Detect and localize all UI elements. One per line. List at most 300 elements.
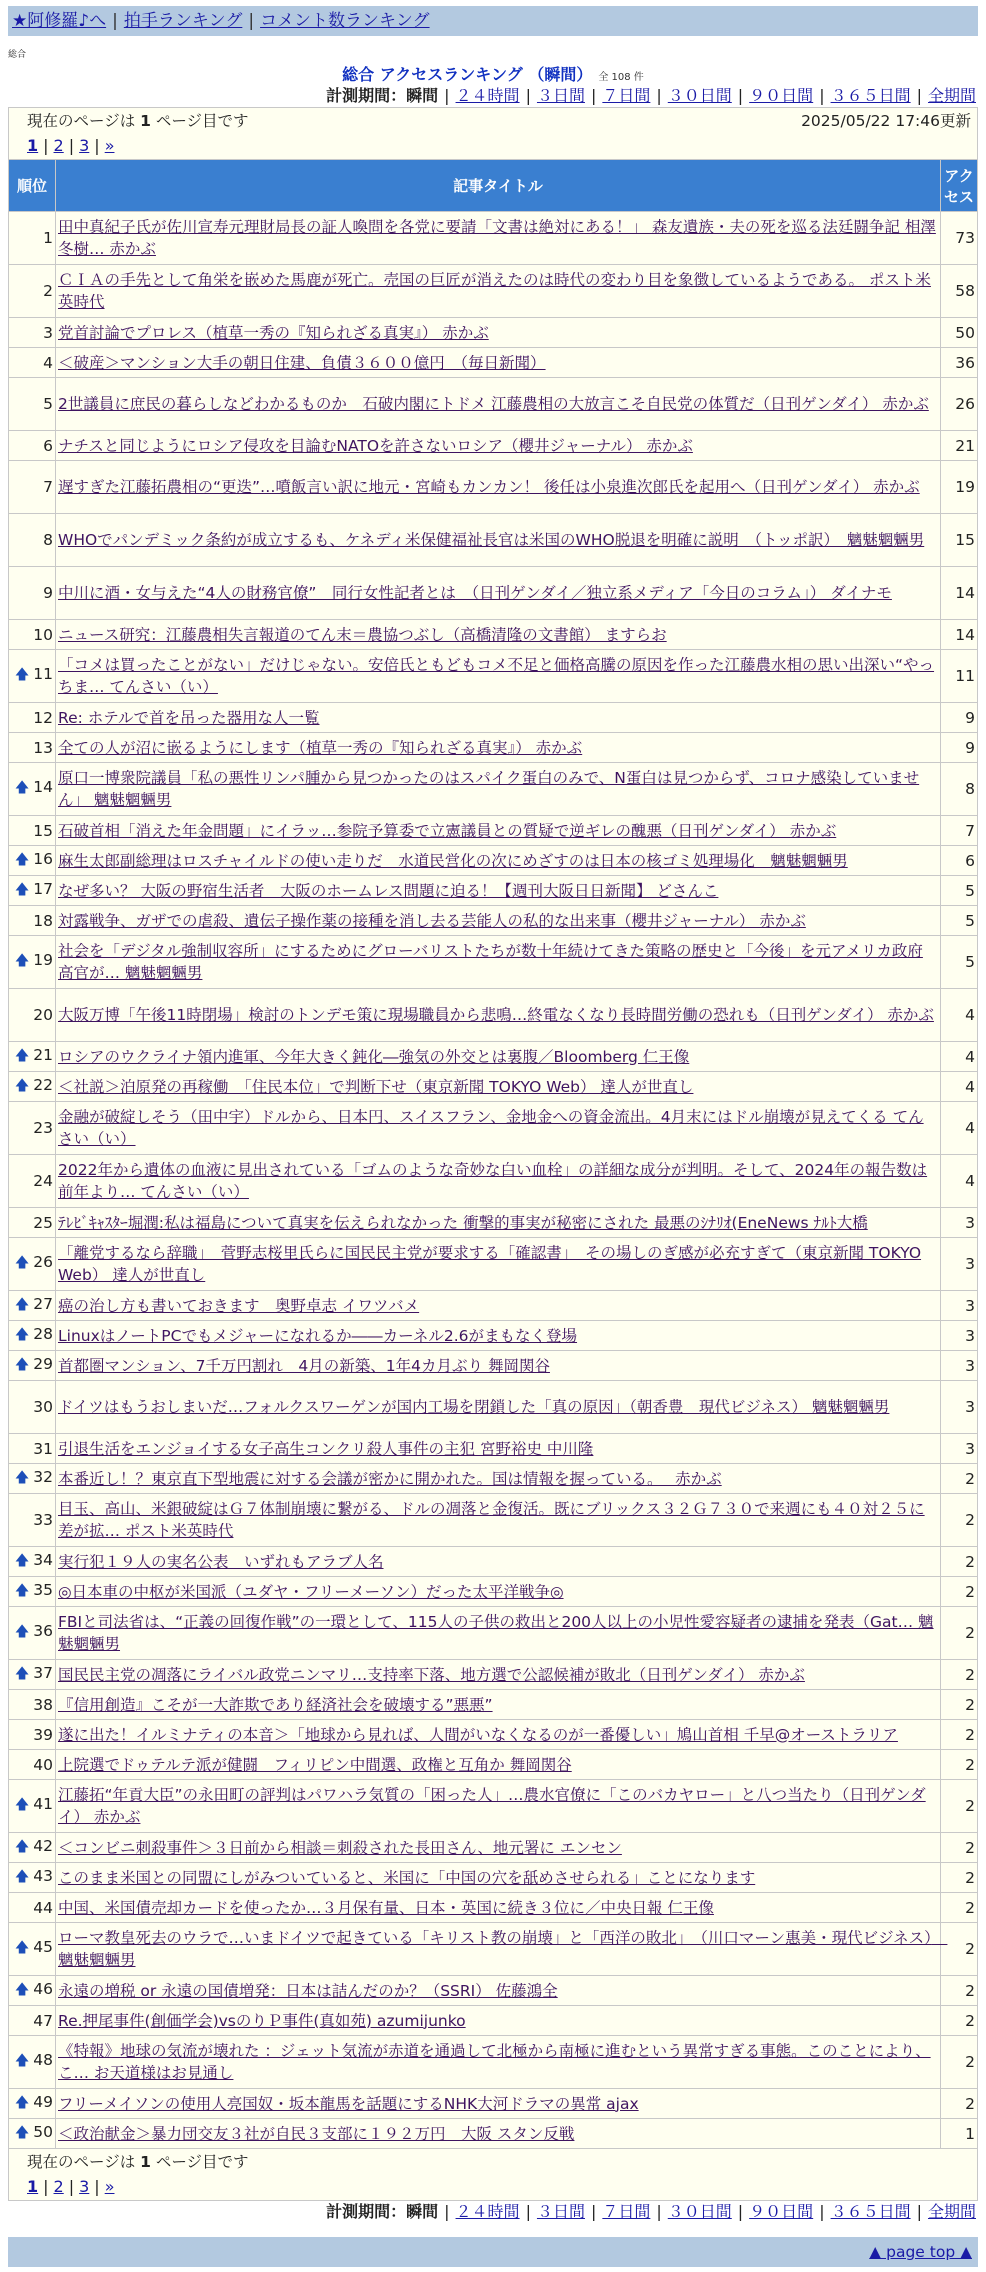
article-link[interactable]: 首都圏マンション、7千万円割れ 4月の新築、1年4カ月ぶり 舞岡関谷 [58,1356,550,1375]
access-count: 50 [941,318,978,348]
article-link[interactable]: 実行犯１９人の実名公表 いずれもアラブ人名 [58,1552,384,1571]
article-link[interactable]: ＣＩＡの手先として角栄を嵌めた馬鹿が死亡。売国の巨匠が消えたのは時代の変わり目を象徴しているようである。 ポスト米英時代 [58,271,931,311]
rank-number: 21 [33,1045,53,1064]
clap-ranking-link[interactable]: 拍手ランキング [123,11,243,31]
access-count: 3 [941,1291,978,1321]
period-separator: | [819,86,825,105]
table-row [9,1923,978,1976]
title-cell [56,1893,941,1923]
article-link[interactable]: 2022年から遺体の血液に見出されている「ゴムのような奇妙な白い血栓」の詳細な成分が判明。そして、2024年の報告数は前年より… てんさい（い） [58,1161,928,1201]
access-count: 2 [941,2036,978,2089]
table-row [9,265,978,318]
article-link[interactable]: ＜政治献金＞暴力団交友３社が自民３支部に１９２万円 大阪 スタン反戦 [58,2124,575,2143]
page-separator: | [94,2177,100,2196]
access-count: 2 [941,1464,978,1494]
period-current: 瞬間 [406,2202,439,2221]
rank-number: 4 [43,353,53,372]
rank-header: 順位 [9,160,56,212]
access-count: 11 [941,650,978,703]
article-link[interactable]: Re: ホテルで首を吊った器用な人一覧 [58,708,320,727]
rank-cell [9,2006,56,2036]
period-option[interactable]: ３日間 [536,86,585,105]
rank-number: 34 [33,1550,53,1569]
title-cell [56,620,941,650]
period-separator: | [916,2202,922,2221]
access-count: 9 [941,733,978,763]
rank-cell [9,763,56,816]
access-count: 3 [941,1321,978,1351]
table-row [9,989,978,1042]
rank-number: 27 [33,1294,53,1313]
table-row [9,1833,978,1863]
period-selector-top [8,85,978,107]
rank-number: 9 [43,584,53,602]
rank-up-icon: 🡅 [14,1868,30,1885]
rank-cell [9,431,56,461]
article-link[interactable]: ＜社説＞泊原発の再稼働 「住民本位」で判断下せ（東京新聞 TOKYO Web） 達人が世直し [58,1077,694,1096]
rank-number: 7 [43,478,53,496]
rank-cell [9,906,56,936]
rank-cell [9,1381,56,1434]
rank-number: 8 [43,531,53,549]
rank-number: 15 [33,821,53,840]
access-count: 4 [941,989,978,1042]
title-cell [56,989,941,1042]
period-option[interactable]: ７日間 [602,2202,651,2221]
access-count: 5 [941,876,978,906]
access-count: 2 [941,2006,978,2036]
rank-number: 36 [33,1622,53,1640]
page-link[interactable]: 2 [53,136,64,155]
pagination-top [27,134,971,158]
rank-number: 13 [33,738,53,757]
title-cell [56,876,941,906]
rank-up-icon: 🡅 [14,1326,30,1343]
page-link: 1 [27,136,39,155]
rank-cell [9,265,56,318]
table-row [9,1577,978,1607]
period-option[interactable]: ２４時間 [455,2202,520,2221]
page-link[interactable]: 2 [53,2177,64,2196]
rank-cell [9,1833,56,1863]
article-link[interactable]: ドイツはもうおしまいだ…フォルクスワーゲンが国内工場を閉鎖した「真の原因」（朝香豊 現代ビジネス） 魑魅魍魎男 [58,1398,890,1416]
article-link[interactable]: Re.押尾事件(創価学会)vsのりＰ事件(真如苑) azumijunko [58,2011,466,2030]
period-separator: | [444,86,450,105]
access-count: 7 [941,816,978,846]
table-row [9,846,978,876]
title-header: 記事タイトル [56,160,941,212]
rank-number: 47 [33,2011,53,2030]
table-row [9,2036,978,2089]
period-separator: | [525,2202,531,2221]
article-link[interactable]: 「離党するなら辞職」 菅野志桜里氏らに国民民主党が要求する「確認書」 その場しのぎ感が必充すぎて（東京新聞 TOKYO Web） 達人が世直し [58,1244,922,1284]
rank-cell [9,1351,56,1381]
rank-up-icon: 🡅 [14,881,30,898]
article-link[interactable]: ＜破産＞マンション大手の朝日住建、負債３６００億円 （毎日新聞） [58,353,546,372]
page-info-top [8,107,978,159]
access-header: アクセス [941,160,978,212]
article-link[interactable]: ◎日本車の中枢が米国派（ユダヤ・フリーメーソン）だった太平洋戦争◎ [58,1582,564,1601]
period-option[interactable]: ３０日間 [667,2202,732,2221]
title-cell [56,1351,941,1381]
rank-up-icon: 🡅 [14,1296,30,1313]
ranking-table [8,159,978,2149]
page-info-bottom [8,2149,978,2201]
title-cell [56,1863,941,1893]
table-row [9,378,978,431]
page-link[interactable]: 3 [79,2177,90,2196]
title-cell [56,318,941,348]
period-label: 計測期間： [326,86,407,105]
title-cell [56,1660,941,1690]
rank-number: 10 [33,625,53,644]
table-row [9,1780,978,1833]
rank-up-icon: 🡅 [14,1940,30,1956]
period-option[interactable]: 全期間 [927,2202,976,2221]
access-count: 2 [941,1720,978,1750]
access-count: 2 [941,1547,978,1577]
table-row [9,1976,978,2006]
rank-cell [9,2089,56,2119]
rank-up-icon: 🡅 [14,1552,30,1569]
table-row [9,1893,978,1923]
article-link[interactable]: 目玉、高山、米銀破綻はＧ７体制崩壊に繋がる、ドルの凋落と金復活。既にブリックス３２Ｇ７３０で来週にも４０対２５に差が拡… ポスト米英時代 [58,1500,925,1540]
title-cell [56,1238,941,1291]
table-row [9,1321,978,1351]
rank-number: 19 [33,951,53,969]
article-link[interactable]: 中国、米国債売却カードを使ったか…３月保有量、日本・英国に続き３位に／中央日報 仁王像 [58,1898,714,1917]
rank-number: 38 [33,1695,53,1714]
table-header-row [9,160,978,212]
nav-separator: | [112,11,118,31]
rank-number: 50 [33,2122,53,2141]
rank-up-icon: 🡅 [14,1077,30,1094]
title-cell [56,1464,941,1494]
comment-ranking-link[interactable]: コメント数ランキング [260,11,430,31]
access-count: 2 [941,1607,978,1660]
access-count: 5 [941,906,978,936]
article-link[interactable]: 社会を「デジタル強制収容所」にするためにグローバリストたちが数十年続けてきた策略の歴史と「今後」を元アメリカ政府高官が… 魑魅魍魎男 [58,942,923,982]
table-row [9,1381,978,1434]
title-cell [56,1690,941,1720]
rank-up-icon: 🡅 [14,1797,30,1813]
page-info-text: 現在のページは 1 ページ目です [27,2153,249,2171]
rank-cell [9,1607,56,1660]
article-link[interactable]: 遂に出た！イルミナティの本音＞「地球から見れば、人間がいなくなるのが一番優しい」鳩山首相 千早@オーストラリア [58,1725,898,1744]
rank-up-icon: 🡅 [14,851,30,868]
rank-number: 16 [33,849,53,868]
rank-number: 31 [33,1439,53,1458]
rank-cell [9,1720,56,1750]
article-link[interactable]: 石破首相「消えた年金問題」にイラッ…参院予算委で立憲議員との質疑で逆ギレの醜悪（日刊ゲンダイ） 赤かぶ [58,821,837,840]
rank-cell [9,620,56,650]
rank-cell [9,1494,56,1547]
article-link[interactable]: FBIと司法省は、“正義の回復作戦”の一環として、115人の子供の救出と200人以上の小児性愛容疑者の逮捕を発表（Gat… 魑魅魍魎男 [58,1613,934,1653]
access-count: 2 [941,1494,978,1547]
table-row [9,1494,978,1547]
page-separator: | [68,136,75,155]
rank-up-icon: 🡅 [14,1469,30,1486]
ranking-rows [9,212,978,2149]
rank-cell [9,1291,56,1321]
rank-cell [9,567,56,620]
period-selector-bottom [8,2201,978,2223]
title-cell [56,1494,941,1547]
access-count: 2 [941,1976,978,2006]
title-cell [56,1155,941,1208]
access-count: 3 [941,1208,978,1238]
period-option[interactable]: ３０日間 [667,86,732,105]
period-separator: | [656,2202,662,2221]
home-link[interactable]: ★阿修羅♪へ [12,11,107,31]
title-cell [56,733,941,763]
access-count: 73 [941,212,978,265]
rank-cell [9,1547,56,1577]
title-cell [56,461,941,514]
rank-up-icon: 🡅 [14,667,30,683]
access-count: 15 [941,514,978,567]
rank-cell [9,212,56,265]
table-row [9,2006,978,2036]
article-link[interactable]: 上院選でドゥテルテ派が健闘 フィリピン中間選、政権と互角か 舞岡関谷 [58,1755,572,1774]
access-count: 2 [941,1833,978,1863]
title-cell [56,846,941,876]
article-link[interactable]: 党首討論でプロレス（植草一秀の『知られざる真実』） 赤かぶ [58,323,489,342]
article-link[interactable]: 田中真紀子氏が佐川宣寿元理財局長の証人喚問を各党に要請「文書は絶対にある！」 森友遺族・夫の死を巡る法廷闘争記 相澤冬樹… 赤かぶ [58,218,936,258]
article-link[interactable]: ニュース研究：江藤農相失言報道のてん末＝農協つぶし（高橋清隆の文書館） ますらお [58,625,667,644]
table-row [9,620,978,650]
article-link[interactable]: このまま米国との同盟にしがみついていると、米国に「中国の穴を舐めさせられる」ことになります [58,1868,756,1887]
article-link[interactable]: ナチスと同じようにロシア侵攻を目論むNATOを許さないロシア（櫻井ジャーナル） 赤かぶ [58,436,693,455]
rank-number: 22 [33,1075,53,1094]
period-option[interactable]: ３６５日間 [830,86,911,105]
rank-cell [9,1238,56,1291]
rank-number: 17 [33,879,53,898]
rank-number: 41 [33,1795,53,1813]
rank-number: 18 [33,911,53,930]
access-count: 36 [941,348,978,378]
period-option[interactable]: ３日間 [536,2202,585,2221]
rank-cell [9,348,56,378]
rank-number: 43 [33,1866,53,1885]
period-separator: | [525,86,531,105]
rank-cell [9,1780,56,1833]
page-separator: | [68,2177,75,2196]
article-link[interactable]: ﾃﾚﾋﾞｷｬｽﾀｰ堀潤:私は福島について真実を伝えられなかった 衝撃的事実が秘密にされた 最悪のｼﾅﾘｵ(EneNews ﾅﾙﾄ大橋 [58,1213,868,1232]
title-cell [56,1607,941,1660]
rank-cell [9,514,56,567]
access-count: 2 [941,1923,978,1976]
table-row [9,1690,978,1720]
title-cell [56,2006,941,2036]
page-info-text: 現在のページは 1 ページ目です [27,112,249,130]
article-link[interactable]: 国民民主党の凋落にライバル政党ニンマリ…支持率下落、地方選で公認候補が敗北（日刊ゲンダイ） 赤かぶ [58,1665,805,1684]
rank-cell [9,1434,56,1464]
access-count: 3 [941,1434,978,1464]
page-link: 1 [27,2177,39,2196]
rank-cell [9,1102,56,1155]
access-count: 9 [941,703,978,733]
rank-number: 30 [33,1398,53,1416]
access-count: 2 [941,2089,978,2119]
rank-cell [9,703,56,733]
rank-number: 24 [33,1172,53,1190]
title-cell [56,1923,948,1976]
rank-cell [9,1321,56,1351]
article-link[interactable]: 金融が破綻しそう（田中宇）ドルから、日本円、スイスフラン、金地金への資金流出。4月末にはドル崩壊が見えてくる てんさい（い） [58,1108,924,1148]
article-link[interactable]: WHOでパンデミック条約が成立するも、ケネディ米保健福祉長官は米国のWHO脱退を明確に説明 （トッポ訳） 魑魅魍魎男 [58,531,925,549]
access-count: 2 [941,1660,978,1690]
table-row [9,1750,978,1780]
table-row [9,906,978,936]
title-cell [56,650,941,703]
rank-up-icon: 🡅 [14,2053,30,2069]
period-option[interactable]: ９０日間 [749,86,814,105]
rank-cell [9,1208,56,1238]
page-link[interactable]: 3 [79,136,90,155]
rank-number: 25 [33,1213,53,1232]
nav-separator: | [248,11,255,31]
article-link[interactable]: 本番近し！？東京直下型地震に対する会議が密かに開かれた。国は情報を握っている。 赤かぶ [58,1469,722,1488]
next-page-link[interactable]: » [104,2177,115,2196]
article-link[interactable]: ローマ教皇死去のウラで…いまドイツで起きている「キリスト教の崩壊」と「西洋の敗北」 （川口マーン惠美・現代ビジネス） 魑魅魍魎男 [58,1929,948,1969]
table-row [9,763,978,816]
table-row [9,1607,978,1660]
rank-number: 40 [33,1755,53,1774]
table-row [9,816,978,846]
title-cell [56,763,941,816]
title-cell [56,1042,941,1072]
page-title [8,65,978,85]
rank-up-icon: 🡅 [14,1047,30,1064]
access-count: 4 [941,1072,978,1102]
article-link[interactable]: 原口一博衆院議員「私の悪性リンパ腫から見つかったのはスパイク蛋白のみで、N蛋白は見つからず、コロナ感染していません」 魑魅魍魎男 [58,769,920,809]
rank-number: 2 [43,282,53,300]
rank-cell [9,2036,56,2089]
period-option[interactable]: ２４時間 [455,86,520,105]
article-link[interactable]: 「コメは買ったことがない」だけじゃない。安倍氏ともどもコメ不足と価格高騰の原因を作った江藤農水相の思い出深い“やっちま… てんさい（い） [58,656,935,696]
article-link[interactable]: 癌の治し方も書いておきます 奥野卓志 イワツバメ [58,1296,420,1315]
period-option[interactable]: ３６５日間 [830,2202,911,2221]
title-cell [56,431,941,461]
title-cell [56,378,941,431]
title-cell [56,1833,941,1863]
rank-cell [9,1464,56,1494]
table-row [9,1434,978,1464]
table-row [9,1863,978,1893]
article-link[interactable]: 江藤拓“年貢大臣”の永田町の評判はパワハラ気質の「困った人」…農水官僚に「このバカヤロー」と八つ当たり（日刊ゲンダイ） 赤かぶ [58,1786,926,1826]
access-count: 2 [941,1577,978,1607]
period-option[interactable]: ７日間 [602,86,651,105]
article-link[interactable]: なぜ多い？ 大阪の野宿生活者 大阪のホームレス問題に迫る！【週刊大阪日日新聞】 どさんこ [58,881,719,900]
rank-number: 29 [33,1354,53,1373]
rank-cell [9,1155,56,1208]
article-link[interactable]: 引退生活をエンジョイする女子高生コンクリ殺人事件の主犯 宮野裕史 中川隆 [58,1439,594,1458]
table-row [9,514,978,567]
article-link[interactable]: 遅すぎた江藤拓農相の“更迭”…噴飯言い訳に地元・宮崎もカンカン！ 後任は小泉進次郎氏を起用へ（日刊ゲンダイ） 赤かぶ [58,478,920,496]
rank-cell [9,650,56,703]
table-row [9,1042,978,1072]
title-cell [56,1547,941,1577]
article-link[interactable]: 中川に酒・女与えた“4人の財務官僚” 同行女性記者とは （日刊ゲンダイ／独立系メディア「今日のコラム」） ダイナモ [58,584,892,602]
bottom-bar [8,2237,978,2267]
article-link[interactable]: LinuxはノートPCでもメジャーになれるか――カーネル2.6がまもなく登場 [58,1326,578,1345]
article-link[interactable]: ＜コンビニ刺殺事件＞３日前から相談＝刺殺された長田さん、地元署に エンセン [58,1838,622,1857]
article-link[interactable]: 永遠の増税 or 永遠の国債増発：日本は詰んだのか？（SSRI） 佐藤鴻全 [58,1981,558,2000]
rank-number: 20 [33,1006,53,1024]
access-count: 3 [941,1381,978,1434]
rank-cell [9,733,56,763]
period-separator: | [656,86,662,105]
access-count: 14 [941,620,978,650]
rank-number: 37 [33,1663,53,1682]
rank-cell [9,816,56,846]
table-row [9,650,978,703]
table-row [9,1547,978,1577]
table-row [9,1155,978,1208]
article-link[interactable]: ロシアのウクライナ領内進軍、今年大きく鈍化―強気の外交とは裏腹／Bloomberg 仁王像 [58,1047,690,1066]
article-link[interactable]: 大阪万博「午後11時閉場」検討のトンデモ策に現場職員から悲鳴…終電なくなり長時間労働の恐れも（日刊ゲンダイ） 赤かぶ [58,1006,934,1024]
table-row [9,876,978,906]
access-count: 4 [941,1102,978,1155]
rank-number: 5 [43,395,53,413]
article-link[interactable]: フリーメイソンの使用人亮国奴・坂本龍馬を話題にするNHK大河ドラマの異常 ajax [58,2094,639,2113]
rank-cell [9,1863,56,1893]
table-row [9,1291,978,1321]
article-link[interactable]: 『信用創造』こそが一大詐欺であり経済社会を破壊する”悪悪” [58,1695,493,1714]
access-count: 2 [941,1863,978,1893]
article-link[interactable]: 対露戦争、ガザでの虐殺、遺伝子操作薬の接種を消し去る芸能人の私的な出来事（櫻井ジャーナル） 赤かぶ [58,911,806,930]
title-cell [56,1208,941,1238]
period-label: 計測期間： [326,2202,407,2221]
rank-number: 1 [43,229,53,247]
title-cell [56,1434,941,1464]
period-option[interactable]: ９０日間 [749,2202,814,2221]
table-row [9,1102,978,1155]
rank-cell [9,936,56,989]
article-link[interactable]: 全ての人が沼に嵌るようにします（植草一秀の『知られざる真実』） 赤かぶ [58,738,583,757]
access-count: 58 [941,265,978,318]
rank-up-icon: 🡅 [14,1981,30,1998]
rank-number: 23 [33,1119,53,1137]
rank-up-icon: 🡅 [14,1624,30,1640]
title-cell [56,1577,941,1607]
title-cell [56,1321,941,1351]
access-count: 3 [941,1351,978,1381]
article-link[interactable]: 麻生太郎副総理はロスチャイルドの使い走りだ 水道民営化の次にめざすのは日本の核ゴミ処理場化 魑魅魍魎男 [58,851,848,870]
rank-up-icon: 🡅 [14,780,30,796]
table-row [9,1660,978,1690]
article-link[interactable]: 《特報》地球の気流が壊れた ：ジェット気流が赤道を通過して北極から南極に進むという異常すぎる事態。このことにより、こ… お天道様はお見通し [58,2042,931,2082]
article-link[interactable]: 2世議員に庶民の暮らしなどわかるものか 石破内閣にトドメ 江藤農相の大放言こそ自民党の体質だ（日刊ゲンダイ） 赤かぶ [58,395,929,413]
table-row [9,1720,978,1750]
rank-cell [9,1893,56,1923]
table-row [9,1238,978,1291]
access-count: 26 [941,378,978,431]
period-separator: | [819,2202,825,2221]
top-nav-bar [8,6,978,36]
page-top-link[interactable]: ▲ page top ▲ [869,2243,972,2261]
rank-cell [9,1976,56,2006]
table-row [9,1072,978,1102]
access-count: 6 [941,846,978,876]
period-option[interactable]: 全期間 [927,86,976,105]
access-count: 19 [941,461,978,514]
rank-cell [9,1690,56,1720]
next-page-link[interactable]: » [104,136,115,155]
title-cell [56,348,941,378]
title-cell [56,514,941,567]
